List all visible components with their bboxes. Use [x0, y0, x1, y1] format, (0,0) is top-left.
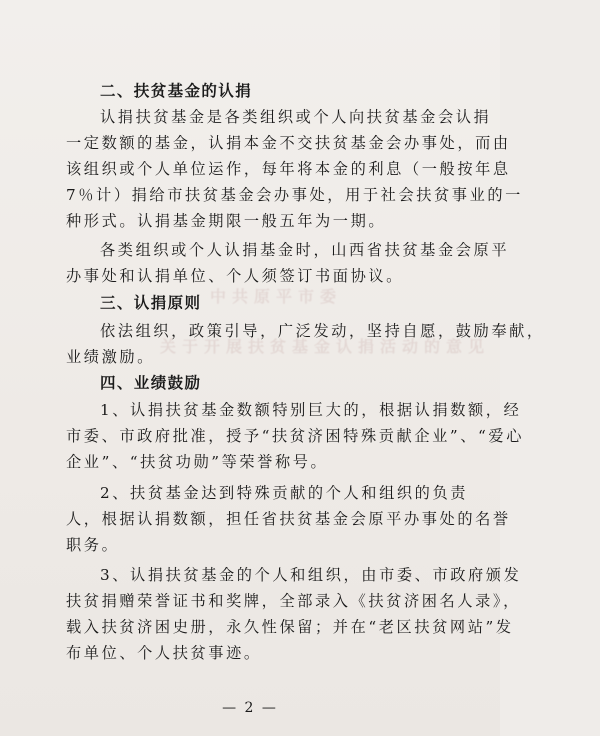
text-line: 扶贫捐赠荣誉证书和奖牌，全部录入《扶贫济困名人录》， [66, 592, 521, 610]
text-line: 布单位、个人扶贫事迹。 [66, 644, 262, 662]
text-line: 认捐扶贫基金是各类组织或个人向扶贫基金会认捐 [100, 108, 492, 126]
page-number: — 2 — [222, 700, 278, 716]
text-line: 3、认捐扶贫基金的个人和组织，由市委、市政府颁发 [100, 566, 522, 584]
text-line: 业绩激励。 [66, 348, 155, 366]
text-line: 市委、市政府批准，授予“扶贫济困特殊贡献企业”、“爱心 [66, 427, 524, 445]
text-line: 办事处和认捐单位、个人须签订书面协议。 [66, 267, 404, 285]
text-line: 依法组织，政策引导，广泛发动，坚持自愿，鼓励奉献， [100, 322, 545, 340]
section-heading: 二、扶贫基金的认捐 [100, 82, 253, 100]
text-line: 企业”、“扶贫功勋”等荣誉称号。 [66, 453, 329, 471]
section-heading: 三、认捐原则 [100, 294, 202, 312]
text-line: 2、扶贫基金达到特殊贡献的个人和组织的负责 [100, 484, 469, 502]
reverse-side-bleed-through: 中共原平市委 关于开展扶贫基金认捐活动的意见 [160, 287, 491, 356]
text-line: 7％计）捐给市扶贫基金会办事处，用于社会扶贫事业的一 [66, 186, 523, 204]
text-line: 种形式。认捐基金期限一般五年为一期。 [66, 212, 387, 230]
text-line: 该组织或个人单位运作，每年将本金的利息（一般按年息 [66, 160, 511, 178]
text-line: 人，根据认捐数额，担任省扶贫基金会原平办事处的名誉 [66, 510, 511, 528]
text-line: 职务。 [66, 536, 120, 554]
text-line: 载入扶贫济困史册，永久性保留；并在“老区扶贫网站”发 [66, 618, 514, 636]
section-heading: 四、业绩鼓励 [100, 374, 202, 392]
text-line: 1、认捐扶贫基金数额特别巨大的，根据认捐数额，经 [100, 401, 522, 419]
text-line: 一定数额的基金，认捐本金不交扶贫基金会办事处，而由 [66, 134, 511, 152]
text-line: 各类组织或个人认捐基金时，山西省扶贫基金会原平 [100, 241, 510, 259]
